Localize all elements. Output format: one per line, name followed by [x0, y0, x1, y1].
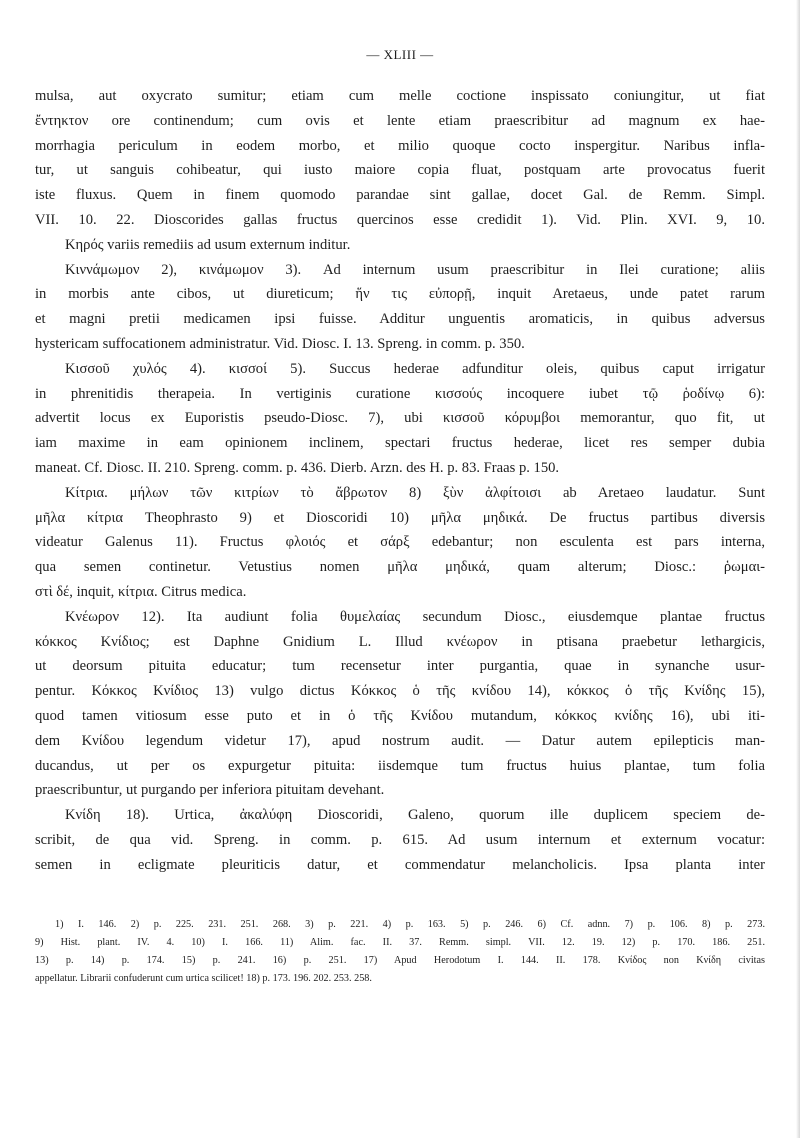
- text-line: ἔντηκτον ore continendum; cum ovis et lente etiam praescribitur ad magnum ex hae-: [35, 112, 765, 129]
- text-line: Κνίδη 18). Urtica, ἀκαλύφη Dioscoridi, Galeno, quorum ille duplicem speciem de-: [65, 807, 765, 824]
- text-line: στὶ δέ, inquit, κίτρια. Citrus medica.: [35, 583, 247, 600]
- text-line: advertit locus ex Euporistis pseudo-Diosc. 7), ubi κισσοῦ κόρυμβοι memorantur, quo fit, ut: [35, 410, 765, 427]
- text-line: Κισσοῦ χυλός 4). κισσοί 5). Succus hederae adfunditur oleis, quibus caput irrigatur: [65, 360, 765, 377]
- text-line: pentur. Κόκκος Κνίδιος 13) vulgo dictus Κόκκος ὁ τῆς κνίδου 14), κόκκος ὁ τῆς Κνίδης 15),: [35, 683, 765, 700]
- text-line: videatur Galenus 11). Fructus φλοιός et σάρξ edebantur; non esculenta est pars interna,: [35, 534, 765, 551]
- text-line: Κνέωρον 12). Ita audiunt folia θυμελαίας secundum Diosc., eiusdemque plantae fructus: [65, 608, 765, 625]
- text-line: ducandus, ut per os expurgetur pituita: iisdemque tum fructus huius plantae, tum folia: [35, 757, 765, 774]
- footnote-line: 9) Hist. plant. IV. 4. 10) I. 166. 11) Alim. fac. II. 37. Remm. simpl. VII. 12. 19. 12) p. 170. 186. 251.: [35, 937, 765, 948]
- text-line: quod tamen vitiosum esse puto et in ὁ τῆς Κνίδου mutandum, κόκκος κνίδης 16), ubi iti-: [35, 707, 765, 724]
- body-text: [35, 84, 765, 878]
- page-number: — XLIII —: [366, 47, 434, 62]
- footnote-line: appellatur. Librarii confuderunt cum urtica scilicet! 18) p. 173. 196. 202. 253. 258.: [35, 973, 372, 984]
- text-line: VII. 10. 22. Dioscorides gallas fructus quercinos esse credidit 1). Vid. Plin. XVI. 9, 10.: [35, 211, 765, 228]
- text-line: iste fluxus. Quem in finem quomodo parandae sint gallae, docet Gal. de Remm. Simpl.: [35, 187, 765, 204]
- text-line: hystericam suffocationem administratur. Vid. Diosc. I. 13. Spreng. in comm. p. 350.: [35, 335, 525, 352]
- text-line: iam maxime in eam opinionem inclinem, spectari fructus hederae, licet res semper dubia: [35, 435, 765, 452]
- text-line: mulsa, aut oxycrato sumitur; etiam cum melle coctione inspissato coniungitur, ut fiat: [35, 88, 765, 104]
- text-line: morrhagia periculum in eodem morbo, et milio quoque cocto inspergitur. Naribus infla-: [35, 137, 765, 154]
- text-line: in phrenitidis therapeia. In vertiginis curatione κισσούς incoquere iubet τῷ ῥοδίνῳ 6):: [35, 385, 765, 402]
- text-line: Κιννάμωμον 2), κινάμωμον 3). Ad internum usum praescribitur in Ilei curatione; aliis: [65, 261, 765, 278]
- text-line: μῆλα κίτρια Theophrasto 9) et Dioscoridi 10) μῆλα μηδικά. De fructus partibus diversis: [35, 509, 765, 526]
- text-line: tur, ut sanguis cohibeatur, qui iusto maiore copia fluat, postquam arte provocatus fuerit: [35, 162, 765, 179]
- text-line: Κίτρια. μήλων τῶν κιτρίων τὸ ἄβρωτον 8) ξὺν ἀλφίτοισι ab Aretaeo laudatur. Sunt: [65, 484, 765, 501]
- text-line: ut deorsum pituita educatur; tum recensetur inter purgantia, quae in synanche usur-: [35, 658, 765, 675]
- page-edge-shadow: [796, 0, 800, 1138]
- text-line: et magni pretii medicamen ipsi fuisse. Additur unguentis aromaticis, in quibus adversus: [35, 311, 765, 328]
- text-line: in morbis ante cibos, ut diureticum; ἥν τις εὐπορῇ, inquit Aretaeus, unde patet rarum: [35, 286, 765, 303]
- text-line: Κηρός variis remediis ad usum externum inditur.: [65, 236, 351, 253]
- text-line: κόκκος Κνίδιος; est Daphne Gnidium L. Illud κνέωρον in ptisana praebetur lethargicis,: [35, 633, 765, 650]
- text-line: scribit, de qua vid. Spreng. in comm. p. 615. Ad usum internum et externum vocatur:: [35, 831, 765, 848]
- text-line: semen in ecligmate pleuriticis datur, et commendatur melancholicis. Ipsa planta inter: [35, 856, 765, 873]
- text-line: dem Κνίδου legendum videtur 17), apud nostrum audit. — Datur autem epilepticis man-: [35, 732, 765, 749]
- text-line: qua semen continetur. Vetustius nomen μῆλα μηδικά, quam alterum; Diosc.: ῥωμαι-: [35, 559, 765, 576]
- footnotes: [35, 916, 765, 988]
- text-line: maneat. Cf. Diosc. II. 210. Spreng. comm. p. 436. Dierb. Arzn. des H. p. 83. Fraas p. 150.: [35, 459, 560, 476]
- footnote-line: 1) I. 146. 2) p. 225. 231. 251. 268. 3) p. 221. 4) p. 163. 5) p. 246. 6) Cf. adnn. 7) p. 106. 8) p. 273.: [55, 919, 765, 930]
- text-line: praescribuntur, ut purgando per inferiora pituitam devehant.: [35, 782, 385, 799]
- footnote-line: 13) p. 14) p. 174. 15) p. 241. 16) p. 251. 17) Apud Herodotum I. 144. II. 178. Κνίδος non Κνίδη civitas: [35, 955, 765, 966]
